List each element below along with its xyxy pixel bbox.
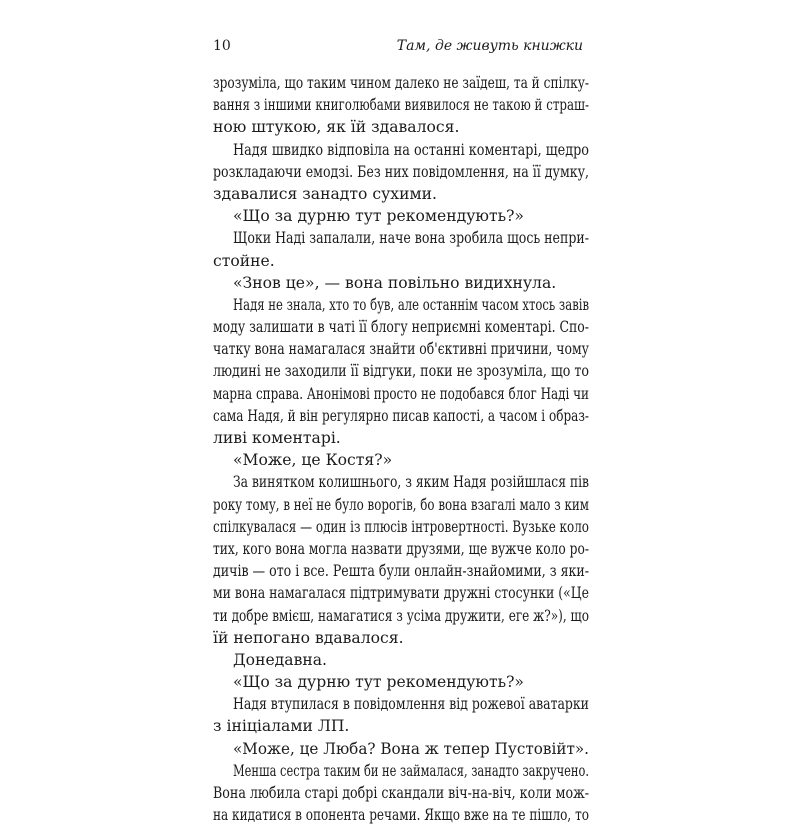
body-text [213, 72, 589, 826]
text-line: Надя швидко відповіла на останні коментарі, щедро [233, 140, 589, 159]
text-line: Надя втупилася в повідомлення від рожевої аватарки [233, 695, 589, 714]
text-line: Щоки Наді запалали, наче вона зробила щось непри- [233, 229, 589, 248]
text-line: стойне. [213, 251, 275, 270]
page-header [213, 38, 583, 60]
text-line: ми вона намагалася підтримувати дружні стосунки («Це [213, 584, 589, 603]
text-line: їй непогано вдавалося. [213, 628, 404, 647]
text-line: «Може, це Люба? Вона ж тепер Пустовійт». [233, 739, 589, 758]
text-line: марна справа. Анонімові просто не подобався блог Наді чи [213, 384, 589, 403]
text-line: ливі коментарі. [213, 429, 341, 447]
text-line: «Може, це Костя?» [233, 451, 393, 470]
text-line: дичів — ото і все. Решта були онлайн-знайомими, з яки- [213, 562, 589, 581]
text-line: року тому, в неї не було ворогів, бо вона взагалі мало з ким [213, 495, 589, 514]
text-line: моду залишати в чаті її блогу неприємні коментарі. Спо- [213, 318, 589, 337]
text-line: За винятком колишнього, з яким Надя розійшлася пів [233, 473, 589, 492]
text-line: Менша сестра таким би не займалася, занадто закручено. [233, 761, 589, 780]
text-line: на кидатися в опонента речами. Якщо вже на те пішло, то [213, 806, 589, 825]
text-line: Вона любила старі добрі скандали віч-на-віч, коли мож- [213, 784, 589, 802]
text-line: спілкувалася — один із плюсів інтровертності. Вузьке коло [213, 517, 589, 536]
text-line: ною штукою, як їй здавалося. [213, 118, 460, 137]
text-line: здавалися занадто сухими. [213, 184, 437, 203]
text-line: «Знов це», — вона повільно видихнула. [233, 273, 557, 292]
page-number: 10 [213, 38, 231, 54]
text-line: вання з іншими книголюбами виявилося не такою й страш- [213, 96, 589, 115]
text-line: Донедавна. [233, 650, 328, 669]
text-line: Надя не знала, хто то був, але останнім часом хтось завів [233, 295, 589, 314]
running-title: Там, де живуть книжки [396, 38, 583, 54]
text-line: з ініціалами ЛП. [213, 717, 350, 736]
text-line: тих, кого вона могла назвати друзями, ще вужче коло ро- [213, 539, 589, 558]
text-line: чатку вона намагалася знайти об'єктивні причини, чому [213, 340, 589, 359]
text-line: «Що за дурню тут рекомендують?» [233, 673, 524, 692]
text-line: розкладаючи емодзі. Без них повідомлення, на її думку, [213, 162, 589, 181]
text-line: ти добре вмієш, намагатися з усіма дружити, еге ж?»), що [213, 606, 589, 625]
text-line: зрозуміла, що таким чином далеко не заїдеш, та й спілку- [213, 74, 589, 92]
text-line: «Що за дурню тут рекомендують?» [233, 207, 524, 226]
text-line: сама Надя, й він регулярно писав капості, а часом і образ- [213, 406, 589, 425]
text-line: людині не заходили її відгуки, поки не зрозуміла, що то [213, 362, 589, 381]
